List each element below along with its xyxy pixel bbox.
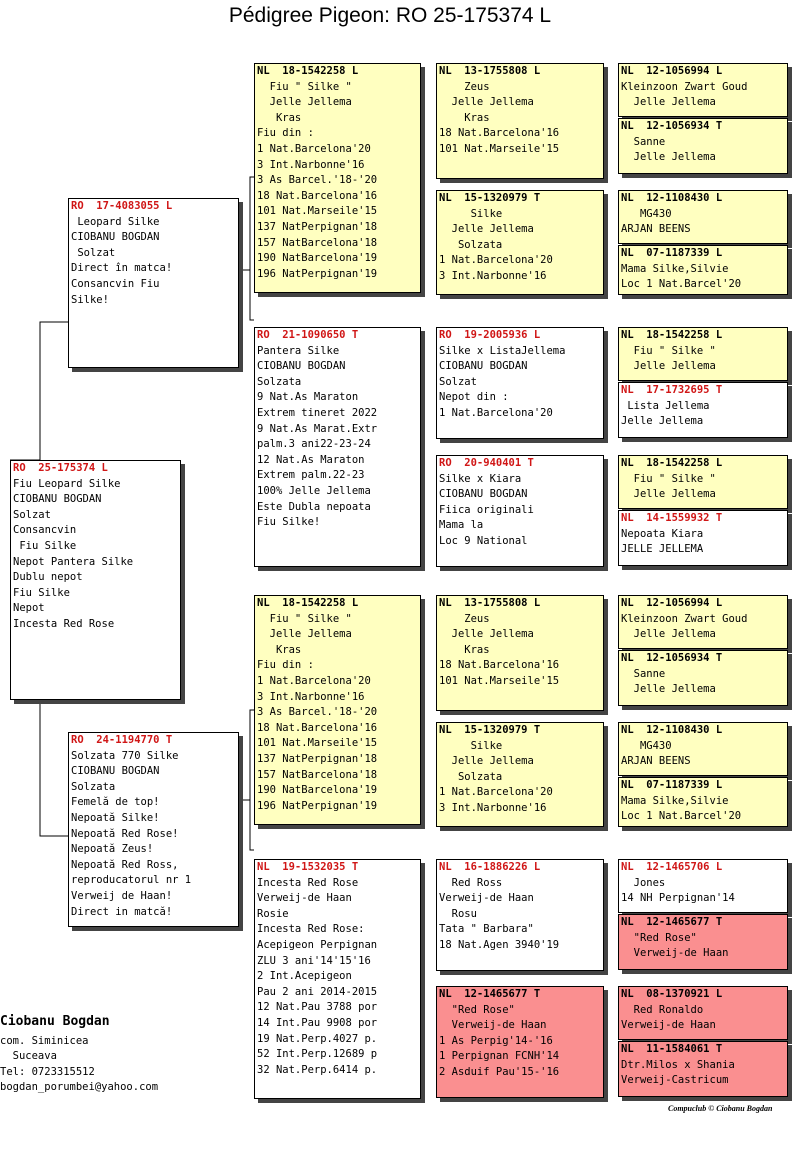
pigeon-info-line: 190 NatBarcelona'19 [257,784,378,797]
pigeon-card [618,245,788,295]
pigeon-info-line: Verweij-de Haan [621,1019,716,1032]
pigeon-card [436,190,604,295]
pigeon-info-line: 1 Nat.Barcelona'20 [439,254,553,267]
pigeon-info-line: Silke [439,739,503,752]
pigeon-info-line: 52 Int.Perp.12689 p [257,1048,378,1061]
ring-number: NL 12-1056934 T [621,652,723,664]
pigeon-info-line: Verweij-Castricum [621,1074,729,1087]
pigeon-card [254,595,421,825]
pigeon-info-line: Jelle Jellema [621,415,704,428]
pigeon-card [254,63,421,293]
pigeon-info-line: Dublu nepot [13,571,83,584]
ring-number: NL 18-1542258 L [621,329,723,341]
pigeon-info-line: 9 Nat.As Maraton [257,391,359,404]
ring-number: NL 15-1320979 T [439,192,541,204]
ring-number: NL 12-1056994 L [621,597,723,609]
pigeon-info-line: 196 NatPerpignan'19 [257,267,378,280]
pigeon-info-line: Fiu " Silke " [257,80,352,93]
pigeon-card [68,198,239,368]
pigeon-info-line: 3 As Barcel.'18-'20 [257,706,378,719]
pigeon-info-line: Fiu " Silke " [621,472,716,485]
ring-number: RO 21-1090650 T [257,329,359,341]
pigeon-info-line: 2 Asduif Pau'15-'16 [439,1065,560,1078]
ring-number: NL 08-1370921 L [621,988,723,1000]
pigeon-info-line: Lista Jellema [621,399,710,412]
ring-number: NL 19-1532035 T [257,861,359,873]
pigeon-info-line: 18 Nat.Agen 3940'19 [439,938,560,951]
breeder-address-line: com. Siminicea [0,1034,89,1047]
pigeon-info-line: Kras [257,111,302,124]
pigeon-info-line: 14 Int.Pau 9908 por [257,1016,378,1029]
pigeon-info-line: Leopard Silke [71,215,160,228]
pigeon-info-line: Jelle Jellema [257,96,352,109]
pigeon-info-line: 3 Int.Narbonne'16 [439,269,547,282]
ring-number: NL 14-1559932 T [621,512,723,524]
pigeon-info-line: 157 NatBarcelona'18 [257,236,378,249]
pigeon-info-line: Este Dubla nepoata [257,500,371,513]
pigeon-info-line: Jelle Jellema [439,628,534,641]
pigeon-info-line: Jones [621,876,666,889]
ring-number: RO 19-2005936 L [439,329,541,341]
pigeon-info-line: Mama Silke,Silvie [621,262,729,275]
pigeon-info-line: 18 Nat.Barcelona'16 [439,127,560,140]
pigeon-info-line: Kras [439,643,490,656]
pigeon-info-line: 101 Nat.Marseile'15 [439,674,560,687]
pigeon-info-line: Solzata [439,770,503,783]
pigeon-card [436,722,604,827]
pigeon-info-line: Jelle Jellema [439,96,534,109]
pigeon-info-line: Solzata [257,375,302,388]
pigeon-info-line: Direct în matca! [71,262,173,275]
pigeon-info-line: Mama la [439,519,484,532]
page-title: Pédigree Pigeon: RO 25-175374 L [228,4,552,27]
pigeon-info-line: Solzata 770 Silke [71,749,179,762]
pigeon-info-line: Solzata [439,238,503,251]
pigeon-card [618,650,788,706]
pigeon-card [254,327,421,567]
pigeon-info-line: Nepoată Zeus! [71,843,154,856]
breeder-info [0,1014,158,1096]
ring-number: NL 17-1732695 T [621,384,723,396]
ring-number: NL 18-1542258 L [257,597,359,609]
pigeon-info-line: 101 Nat.Marseile'15 [257,205,378,218]
pigeon-info-line: Nepoată Red Ross, [71,858,179,871]
pigeon-info-line: Solzat [71,246,116,259]
pigeon-info-line: 2 Int.Acepigeon [257,970,352,983]
pigeon-info-line: 196 NatPerpignan'19 [257,799,378,812]
pigeon-info-line: Kleinzoon Zwart Goud [621,612,748,625]
pigeon-info-line: Kras [257,643,302,656]
pigeon-info-line: Silke [439,207,503,220]
pigeon-info-line: 137 NatPerpignan'18 [257,752,378,765]
pigeon-card [618,986,788,1040]
pigeon-info-line: ZLU 3 ani'14'15'16 [257,954,371,967]
footer-credit: Compuclub © Ciobanu Bogdan [668,1104,773,1113]
pigeon-info-line: Verweij de Haan! [71,889,173,902]
pigeon-info-line: Nepoată Red Rose! [71,827,179,840]
pigeon-card [10,460,181,700]
ring-number: NL 13-1755808 L [439,65,541,77]
pigeon-card [436,986,604,1098]
pigeon-info-line: Verweij-de Haan [439,892,534,905]
breeder-name: Ciobanu Bogdan [0,1014,110,1029]
pigeon-card [68,732,239,927]
ring-number: RO 24-1194770 T [71,734,173,746]
pigeon-info-line: Fiu Silke! [257,516,321,529]
pigeon-info-line: Kras [439,111,490,124]
pigeon-info-line: MG430 [621,207,672,220]
pigeon-info-line: 9 Nat.As Marat.Extr [257,422,378,435]
pigeon-info-line: Zeus [439,80,490,93]
pigeon-info-line: Loc 1 Nat.Barcel'20 [621,278,742,291]
ring-number: NL 07-1187339 L [621,247,723,259]
ring-number: NL 07-1187339 L [621,779,723,791]
pigeon-info-line: 1 Nat.Barcelona'20 [439,786,553,799]
pigeon-info-line: CIOBANU BOGDAN [71,231,160,244]
ring-number: NL 18-1542258 L [257,65,359,77]
breeder-email: bogdan_porumbei@yahoo.com [0,1081,159,1094]
pigeon-card [618,510,788,566]
pigeon-info-line: Nepot [13,602,45,615]
pigeon-info-line: 18 Nat.Barcelona'16 [257,721,378,734]
ring-number: RO 20-940401 T [439,457,534,469]
pigeon-info-line: 14 NH Perpignan'14 [621,892,735,905]
pigeon-info-line: Silke! [71,293,109,306]
pigeon-info-line: Jelle Jellema [621,96,716,109]
pigeon-info-line: 32 Nat.Perp.6414 p. [257,1063,378,1076]
pigeon-info-line: Fiu din : [257,127,314,140]
pigeon-info-line: "Red Rose" [439,1003,515,1016]
pigeon-info-line: Sanne [621,667,666,680]
pigeon-info-line: Jelle Jellema [621,151,716,164]
pigeon-info-line: 101 Nat.Marseile'15 [257,737,378,750]
pigeon-card [618,1041,788,1097]
pigeon-info-line: Solzat [13,508,51,521]
ring-number: NL 11-1584061 T [621,1043,723,1055]
pigeon-card [618,777,788,827]
pigeon-info-line: Incesta Red Rose [257,876,359,889]
pigeon-info-line: CIOBANU BOGDAN [439,488,528,501]
pigeon-info-line: Femelă de top! [71,796,160,809]
pigeon-info-line: Nepoată Silke! [71,811,160,824]
pigeon-info-line: Fiica originali [439,503,534,516]
pigeon-info-line: 3 Int.Narbonne'16 [257,690,365,703]
pigeon-info-line: Incesta Red Rose [13,617,115,630]
pigeon-info-line: "Red Rose" [621,931,697,944]
pigeon-info-line: Fiu Leopard Silke [13,477,121,490]
pigeon-info-line: reproducatorul nr 1 [71,874,192,887]
pigeon-info-line: Silke x ListaJellema [439,344,566,357]
ring-number: NL 12-1465677 T [439,988,541,1000]
pigeon-card [618,859,788,913]
pigeon-info-line: Jelle Jellema [257,628,352,641]
pigeon-card [618,914,788,970]
pigeon-info-line: 1 Nat.Barcelona'20 [257,142,371,155]
pigeon-info-line: Solzat [439,375,477,388]
pigeon-info-line: CIOBANU BOGDAN [439,360,528,373]
pigeon-info-line: Kleinzoon Zwart Goud [621,80,748,93]
pigeon-info-line: 1 Nat.Barcelona'20 [439,406,553,419]
ring-number: RO 25-175374 L [13,462,108,474]
ring-number: NL 12-1108430 L [621,724,723,736]
pigeon-info-line: Solzata [71,780,116,793]
pigeon-info-line: Fiu " Silke " [621,344,716,357]
pigeon-info-line: Loc 9 National [439,534,528,547]
pigeon-info-line: 1 As Perpig'14-'16 [439,1034,553,1047]
pigeon-card [618,327,788,381]
ring-number: RO 17-4083055 L [71,200,173,212]
pigeon-card [618,63,788,117]
pigeon-info-line: 18 Nat.Barcelona'16 [257,189,378,202]
pigeon-card [436,859,604,971]
pigeon-info-line: 1 Nat.Barcelona'20 [257,674,371,687]
pigeon-info-line: Extrem palm.22-23 [257,469,365,482]
pigeon-card [254,859,421,1099]
ring-number: NL 12-1465677 T [621,916,723,928]
pigeon-info-line: Fiu " Silke " [257,612,352,625]
pigeon-info-line: 12 Nat.As Maraton [257,453,365,466]
pigeon-info-line: Jelle Jellema [439,755,534,768]
pigeon-info-line: Direct in matcă! [71,905,173,918]
pigeon-info-line: Red Ronaldo [621,1003,704,1016]
ring-number: NL 12-1108430 L [621,192,723,204]
pigeon-info-line: Consancvin Fiu [71,277,160,290]
pigeon-info-line: MG430 [621,739,672,752]
pigeon-info-line: Verweij-de Haan [439,1019,547,1032]
pigeon-info-line: 157 NatBarcelona'18 [257,768,378,781]
pigeon-info-line: Pau 2 ani 2014-2015 [257,985,378,998]
pigeon-info-line: 137 NatPerpignan'18 [257,220,378,233]
breeder-city: Suceava [0,1050,57,1063]
pigeon-info-line: Acepigeon Perpignan [257,938,378,951]
pigeon-info-line: Jelle Jellema [621,360,716,373]
pigeon-info-line: Fiu Silke [13,586,70,599]
pigeon-info-line: Incesta Red Rose: [257,923,365,936]
pigeon-info-line: CIOBANU BOGDAN [71,765,160,778]
pigeon-info-line: Red Ross [439,876,503,889]
breeder-phone: Tel: 0723315512 [0,1065,95,1078]
pigeon-card [618,190,788,244]
ring-number: NL 12-1056934 T [621,120,723,132]
pigeon-card [618,595,788,649]
pigeon-card [618,455,788,509]
pigeon-info-line: JELLE JELLEMA [621,543,704,556]
pigeon-info-line: CIOBANU BOGDAN [257,360,346,373]
pigeon-info-line: palm.3 ani22-23-24 [257,438,371,451]
pigeon-card [618,382,788,438]
pigeon-info-line: Silke x Kiara [439,472,522,485]
pigeon-info-line: Extrem tineret 2022 [257,406,378,419]
pigeon-info-line: Mama Silke,Silvie [621,794,729,807]
pigeon-info-line: Rosie [257,907,289,920]
pigeon-card [436,63,604,179]
pigeon-info-line: Fiu Silke [13,539,77,552]
pigeon-info-line: Consancvin [13,524,77,537]
pigeon-info-line: Jelle Jellema [621,628,716,641]
ring-number: NL 16-1886226 L [439,861,541,873]
pigeon-info-line: Dtr.Milos x Shania [621,1058,735,1071]
pigeon-card [618,722,788,776]
ring-number: NL 12-1465706 L [621,861,723,873]
pigeon-info-line: 3 Int.Narbonne'16 [257,158,365,171]
ring-number: NL 13-1755808 L [439,597,541,609]
ring-number: NL 12-1056994 L [621,65,723,77]
pigeon-card [436,455,604,567]
ring-number: NL 18-1542258 L [621,457,723,469]
pigeon-card [436,595,604,711]
pigeon-info-line: Jelle Jellema [439,223,534,236]
ring-number: NL 15-1320979 T [439,724,541,736]
pigeon-info-line: Verweij-de Haan [257,892,352,905]
pigeon-info-line: 190 NatBarcelona'19 [257,252,378,265]
pigeon-info-line: Loc 1 Nat.Barcel'20 [621,810,742,823]
pigeon-info-line: Fiu din : [257,659,314,672]
pigeon-info-line: CIOBANU BOGDAN [13,493,102,506]
pigeon-info-line: 19 Nat.Perp.4027 p. [257,1032,378,1045]
pigeon-info-line: Tata " Barbara" [439,923,534,936]
pigeon-info-line: Pantera Silke [257,344,340,357]
pigeon-info-line: 12 Nat.Pau 3788 por [257,1001,378,1014]
pigeon-info-line: 100% Jelle Jellema [257,484,371,497]
pigeon-info-line: 18 Nat.Barcelona'16 [439,659,560,672]
pigeon-info-line: Nepoata Kiara [621,527,704,540]
pigeon-info-line: 3 Int.Narbonne'16 [439,801,547,814]
pigeon-info-line: 3 As Barcel.'18-'20 [257,174,378,187]
pigeon-info-line: 1 Perpignan FCNH'14 [439,1050,560,1063]
pigeon-info-line: Zeus [439,612,490,625]
pigeon-info-line: Sanne [621,135,666,148]
pigeon-info-line: Nepot din : [439,391,509,404]
pigeon-card [618,118,788,174]
pigeon-info-line: Jelle Jellema [621,683,716,696]
pigeon-info-line: Verweij-de Haan [621,947,729,960]
pigeon-info-line: Nepot Pantera Silke [13,555,134,568]
pigeon-info-line: Rosu [439,907,477,920]
pigeon-info-line: ARJAN BEENS [621,755,691,768]
pigeon-card [436,327,604,439]
pigeon-info-line: 101 Nat.Marseile'15 [439,142,560,155]
pigeon-info-line: Jelle Jellema [621,488,716,501]
pigeon-info-line: ARJAN BEENS [621,223,691,236]
